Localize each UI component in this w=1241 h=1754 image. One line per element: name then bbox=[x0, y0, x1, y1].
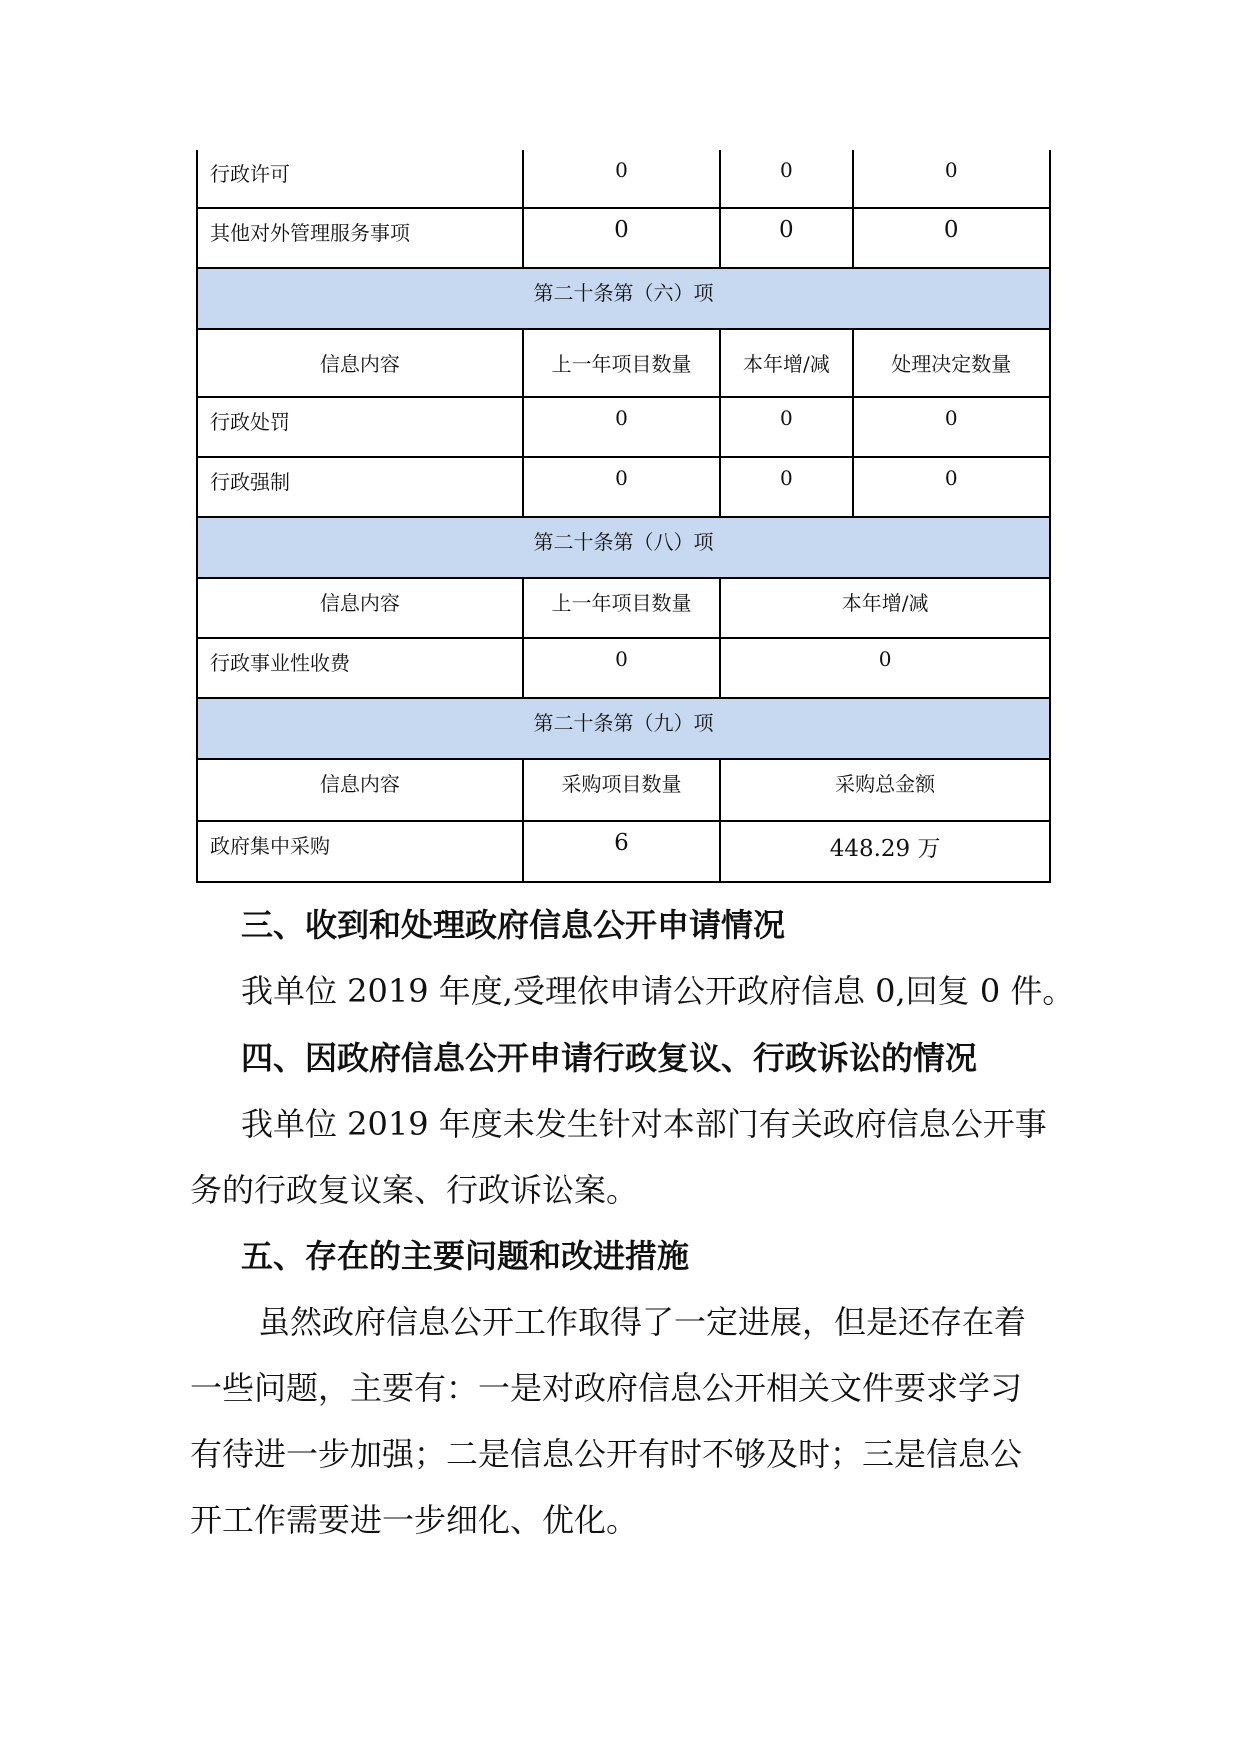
cell-value: 0 bbox=[523, 638, 720, 698]
row-label: 行政许可 bbox=[197, 150, 523, 208]
row-label: 行政处罚 bbox=[197, 397, 523, 457]
column-header: 信息内容 bbox=[197, 578, 523, 638]
cell-value: 0 bbox=[523, 150, 720, 208]
section-title: 第二十条第（九）项 bbox=[197, 698, 1050, 759]
table-row bbox=[197, 150, 1050, 208]
paragraph-5-line-4: 开工作需要进一步细化、优化。 bbox=[190, 1501, 639, 1539]
column-header: 上一年项目数量 bbox=[523, 578, 720, 638]
cell-value: 0 bbox=[523, 397, 720, 457]
cell-value: 0 bbox=[720, 150, 852, 208]
cell-value: 0 bbox=[523, 208, 720, 268]
cell-value: 6 bbox=[523, 821, 720, 882]
column-header: 处理决定数量 bbox=[853, 329, 1051, 397]
section-heading-5: 五、存在的主要问题和改进措施 bbox=[241, 1237, 690, 1275]
cell-value: 0 bbox=[853, 208, 1051, 268]
paragraph-5-line-1: 虽然政府信息公开工作取得了一定进展，但是还存在着 bbox=[258, 1303, 1027, 1341]
column-header: 采购项目数量 bbox=[523, 759, 720, 821]
cell-value: 0 bbox=[523, 457, 720, 517]
table-row bbox=[197, 208, 1050, 268]
cell-value: 448.29 万 bbox=[720, 821, 1050, 882]
paragraph-5-line-2: 一些问题，主要有：一是对政府信息公开相关文件要求学习 bbox=[190, 1369, 1023, 1407]
cell-value: 0 bbox=[853, 397, 1051, 457]
section-heading-3: 三、收到和处理政府信息公开申请情况 bbox=[241, 906, 786, 944]
section-header-row bbox=[197, 268, 1050, 329]
section-header-row bbox=[197, 517, 1050, 578]
paragraph-3: 我单位 2019 年度,受理依申请公开政府信息 0,回复 0 件。 bbox=[241, 972, 1075, 1010]
column-header: 本年增/减 bbox=[720, 329, 852, 397]
column-header-row bbox=[197, 578, 1050, 638]
column-header: 采购总金额 bbox=[720, 759, 1050, 821]
row-label: 行政强制 bbox=[197, 457, 523, 517]
column-header-row bbox=[197, 759, 1050, 821]
row-label: 行政事业性收费 bbox=[197, 638, 523, 698]
section-header-row bbox=[197, 698, 1050, 759]
section-heading-4: 四、因政府信息公开申请行政复议、行政诉讼的情况 bbox=[241, 1039, 978, 1077]
section-title: 第二十条第（六）项 bbox=[197, 268, 1050, 329]
cell-value: 0 bbox=[720, 397, 852, 457]
paragraph-5-line-3: 有待进一步加强；二是信息公开有时不够及时；三是信息公 bbox=[190, 1435, 1023, 1473]
table-row bbox=[197, 397, 1050, 457]
table-row bbox=[197, 638, 1050, 698]
cell-value: 0 bbox=[720, 457, 852, 517]
table-row bbox=[197, 821, 1050, 882]
cell-value: 0 bbox=[853, 150, 1051, 208]
cell-value: 0 bbox=[720, 208, 852, 268]
row-label: 其他对外管理服务事项 bbox=[197, 208, 523, 268]
cell-value: 0 bbox=[720, 638, 1050, 698]
column-header: 信息内容 bbox=[197, 759, 523, 821]
table-row bbox=[197, 457, 1050, 517]
column-header: 上一年项目数量 bbox=[523, 329, 720, 397]
paragraph-4-line-2: 务的行政复议案、行政诉讼案。 bbox=[190, 1171, 639, 1209]
column-header: 本年增/减 bbox=[720, 578, 1050, 638]
column-header: 信息内容 bbox=[197, 329, 523, 397]
paragraph-4-line-1: 我单位 2019 年度未发生针对本部门有关政府信息公开事 bbox=[241, 1105, 1047, 1143]
section-title: 第二十条第（八）项 bbox=[197, 517, 1050, 578]
column-header-row bbox=[197, 329, 1050, 397]
row-label: 政府集中采购 bbox=[197, 821, 523, 882]
disclosure-table bbox=[196, 150, 1051, 883]
cell-value: 0 bbox=[853, 457, 1051, 517]
